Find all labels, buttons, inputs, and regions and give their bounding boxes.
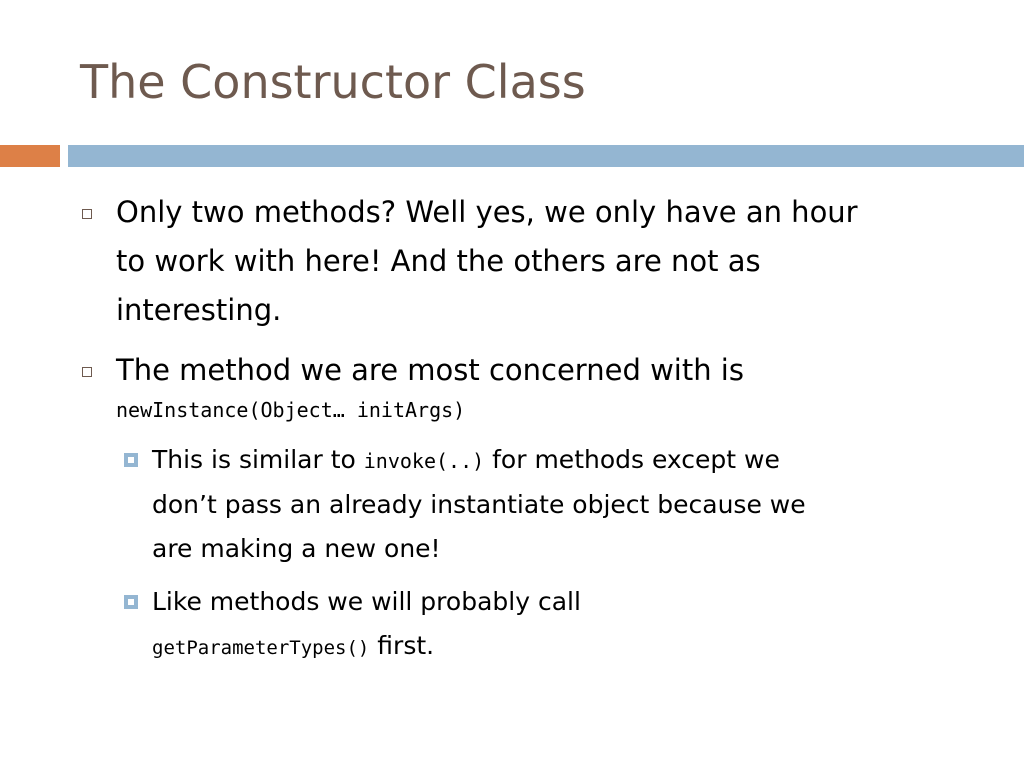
bullet-1-line-3: interesting.: [116, 293, 282, 327]
subbullet-2-line-2: [152, 624, 952, 670]
subbullet-1-line-2: don’t pass an already instantiate object because we: [152, 490, 806, 519]
code-getparametertypes: getParameterTypes(): [152, 637, 370, 659]
subbullet-2-line-1: Like methods we will probably call: [152, 587, 581, 616]
bullet-1-line-1: Only two methods? Well yes, we only have an hour: [116, 195, 858, 229]
subbullet-1-line-1: [152, 438, 952, 483]
subbullet-1-text: [152, 438, 952, 571]
slide-title: The Constructor Class: [80, 55, 586, 109]
nested-square-icon: [124, 453, 138, 467]
hollow-square-icon: [82, 209, 92, 219]
bullet-2-line-1: The method we are most concerned with is: [116, 353, 744, 387]
subbullet-2-text-after: first.: [369, 631, 435, 660]
subbullet-2-text: [152, 580, 952, 670]
nested-square-icon: [124, 595, 138, 609]
bullet-2-text: [116, 346, 976, 395]
code-newinstance: newInstance(Object… initArgs): [116, 398, 466, 422]
subbullet-1-line-3: are making a new one!: [152, 534, 441, 563]
hollow-square-icon: [82, 367, 92, 377]
subbullet-1-text-after: for methods except we: [484, 445, 780, 474]
bullet-2-code-line: [116, 393, 465, 429]
bullet-1-text: [116, 188, 976, 335]
code-invoke: invoke(..): [363, 449, 485, 473]
bullet-1-line-2: to work with here! And the others are not as: [116, 244, 761, 278]
subbullet-1-text-before: This is similar to: [152, 445, 364, 474]
